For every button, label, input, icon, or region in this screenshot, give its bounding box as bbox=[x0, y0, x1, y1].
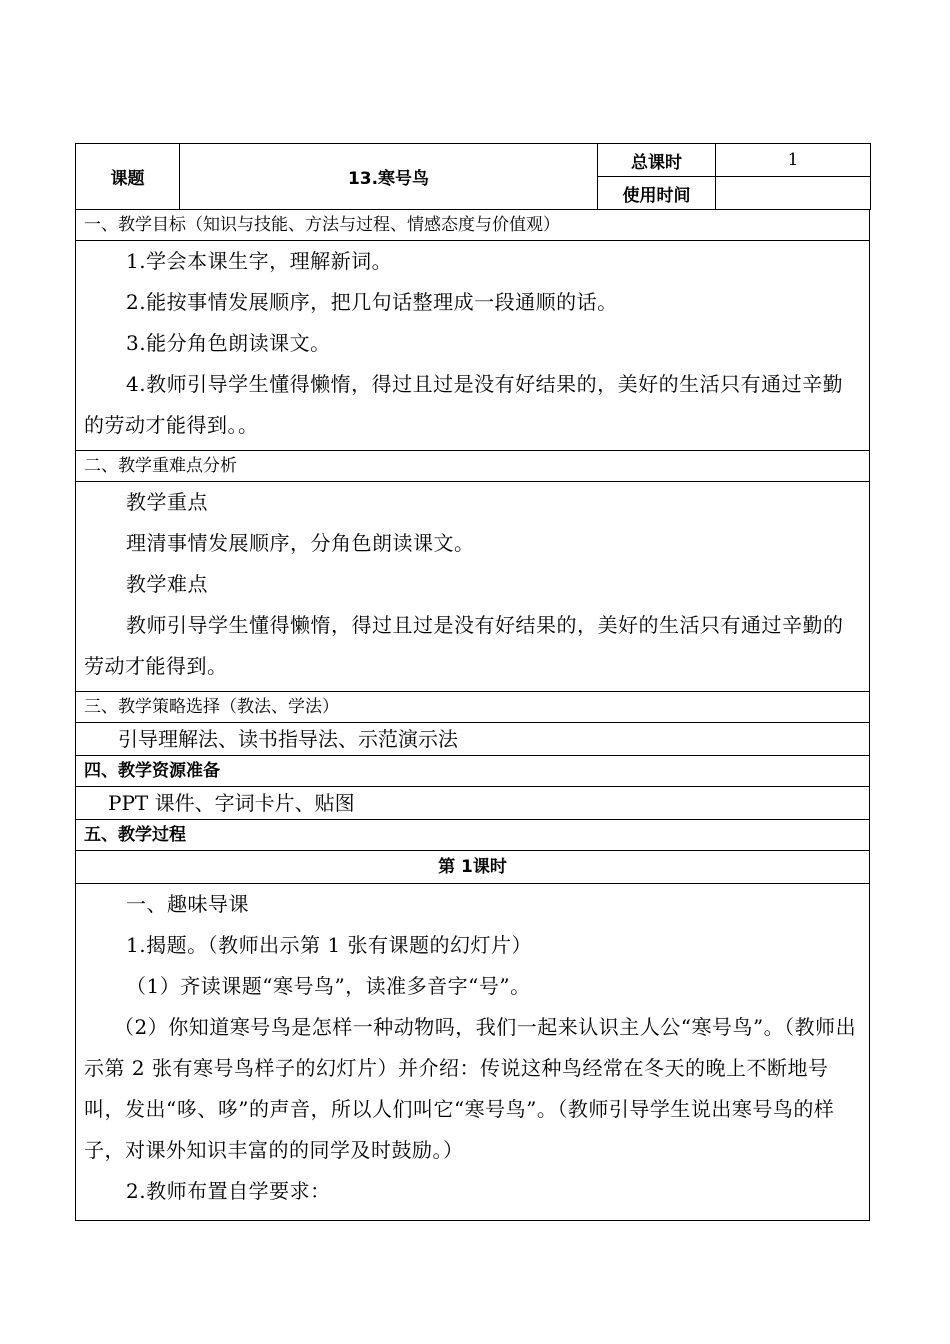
process-title-text: 五、教学过程 bbox=[84, 825, 186, 845]
key-text: 理清事情发展顺序，分角色朗读课文。 bbox=[126, 531, 475, 555]
key-label: 教学重点 bbox=[126, 490, 208, 514]
lesson-plan-sheet bbox=[75, 143, 870, 1221]
resources-text bbox=[75, 787, 870, 820]
keypoints-content bbox=[75, 482, 870, 692]
resources-text-span: PPT 课件、字词卡片、贴图 bbox=[108, 791, 355, 815]
goals-content bbox=[75, 241, 870, 451]
difficulty-text: 教师引导学生懂得懒惰，得过且过是没有好结果的，美好的生活只有通过辛勤的劳动才能得到。 bbox=[84, 613, 844, 678]
usage-time-label: 使用时间 bbox=[598, 177, 716, 210]
header-table bbox=[75, 143, 871, 210]
process-title bbox=[75, 820, 870, 851]
total-hours-value: 1 bbox=[716, 144, 871, 177]
goal-item: 4.教师引导学生懂得懒惰，得过且过是没有好结果的，美好的生活只有通过辛勤的劳动才能得到。。 bbox=[84, 372, 844, 437]
strategy-text-span: 引导理解法、读书指导法、示范演示法 bbox=[118, 727, 458, 751]
keypoints-title: 二、教学重难点分析 bbox=[75, 451, 870, 482]
total-hours-label: 总课时 bbox=[598, 144, 716, 177]
process-paragraph: （2）你知道寒号鸟是怎样一种动物吗，我们一起来认识主人公“寒号鸟”。（教师出示第 2 张有寒号鸟样子的幻灯片）并介绍：传说这种鸟经常在冬天的晚上不断地号叫，发出“哆、哆”的声音，所以人们叫它“寒号鸟”。（教师引导学生说出寒号鸟的样子，对课外知识丰富的的同学及时鼓励。） bbox=[84, 1015, 857, 1162]
process-paragraph: （1）齐读课题“寒号鸟”，读准多音字“号”。 bbox=[126, 974, 531, 998]
difficulty-label: 教学难点 bbox=[126, 572, 208, 596]
process-paragraph: 一、趣味导课 bbox=[126, 892, 249, 916]
process-content bbox=[75, 884, 870, 1221]
goal-item: 2.能按事情发展顺序，把几句话整理成一段通顺的话。 bbox=[126, 290, 618, 314]
resources-title bbox=[75, 756, 870, 787]
process-paragraph: 1.揭题。（教师出示第 1 张有课题的幻灯片） bbox=[126, 933, 533, 957]
topic-label: 课题 bbox=[76, 144, 180, 210]
resources-title-text: 四、教学资源准备 bbox=[84, 761, 220, 781]
goal-item: 1.学会本课生字，理解新词。 bbox=[126, 249, 393, 273]
topic-value: 13.寒号鸟 bbox=[180, 144, 598, 210]
strategy-text bbox=[75, 723, 870, 756]
goals-title: 一、教学目标（知识与技能、方法与过程、情感态度与价值观） bbox=[75, 210, 870, 241]
goal-item: 3.能分角色朗读课文。 bbox=[126, 331, 331, 355]
strategy-title: 三、教学策略选择（教法、学法） bbox=[75, 692, 870, 723]
usage-time-value bbox=[716, 177, 871, 210]
process-paragraph: 2.教师布置自学要求： bbox=[126, 1179, 331, 1203]
lesson-label: 第 1课时 bbox=[75, 851, 870, 884]
